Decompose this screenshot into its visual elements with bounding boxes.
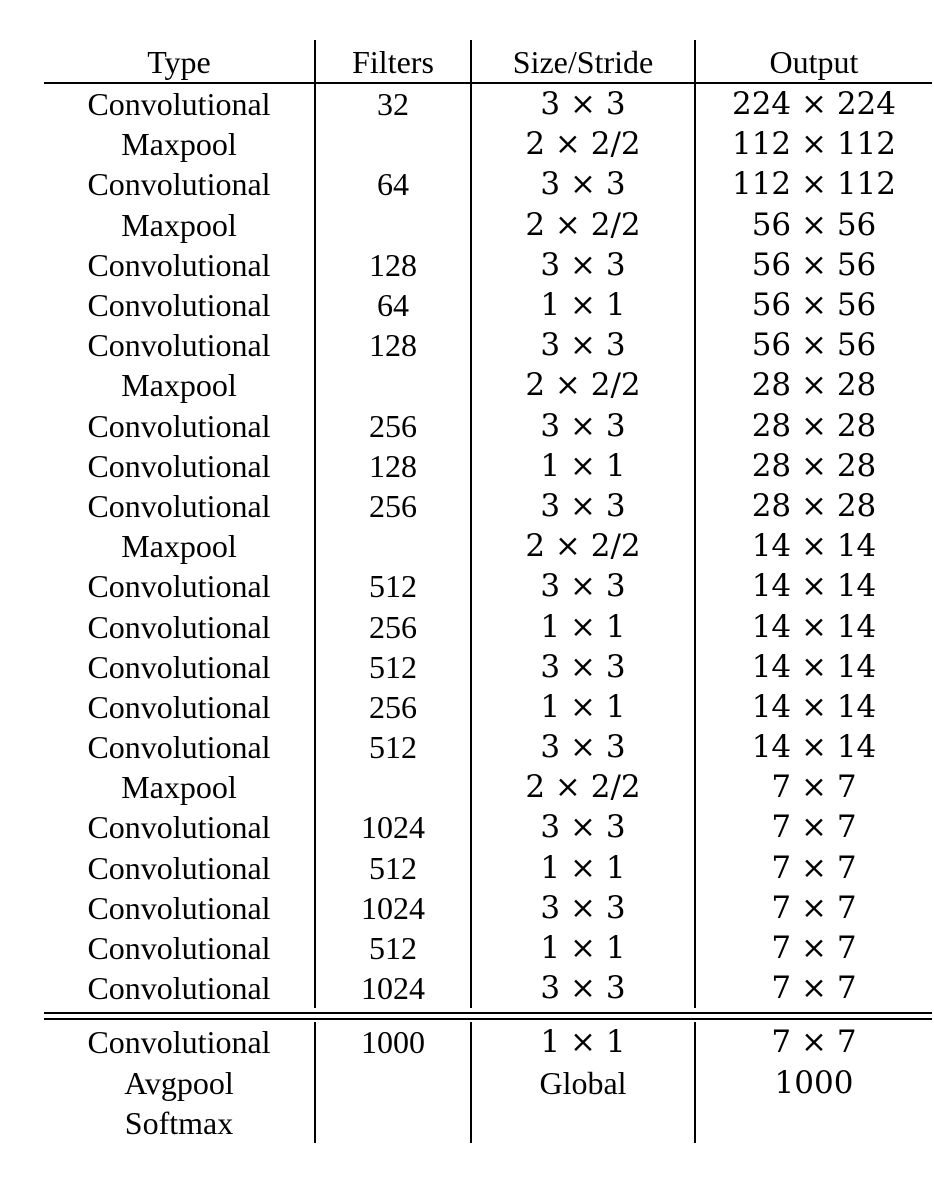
header-output: Output xyxy=(694,40,932,82)
cell-type: Convolutional xyxy=(87,930,271,967)
cell-type: Maxpool xyxy=(121,126,237,163)
cell-filters: 512 xyxy=(314,647,470,687)
cell-size-stride: 3 × 3 xyxy=(470,164,694,204)
cell-type: Convolutional xyxy=(87,809,271,846)
table-row xyxy=(44,285,932,325)
header-filters: Filters xyxy=(314,40,470,82)
table-row xyxy=(44,687,932,727)
cell-size-stride: 2 × 2/2 xyxy=(470,526,694,566)
table-body xyxy=(44,84,932,1008)
cell-filters: 1024 xyxy=(314,807,470,847)
cell-type: Maxpool xyxy=(121,206,237,243)
table-row xyxy=(44,888,932,928)
cell-output: 28 × 28 xyxy=(694,446,932,486)
cell-type: Maxpool xyxy=(121,528,237,565)
table-row xyxy=(44,647,932,687)
cell-filters xyxy=(314,1103,470,1143)
table-row xyxy=(44,727,932,767)
cell-size-stride: 3 × 3 xyxy=(470,486,694,526)
cell-size-stride: 3 × 3 xyxy=(470,84,694,124)
cell-size-stride xyxy=(470,1103,694,1143)
cell-output: 56 × 56 xyxy=(694,325,932,365)
cell-type: Convolutional xyxy=(87,608,271,645)
cell-filters xyxy=(314,1063,470,1103)
cell-size-stride: 1 × 1 xyxy=(470,687,694,727)
table-row xyxy=(44,968,932,1008)
cell-output: 28 × 28 xyxy=(694,365,932,405)
cell-output xyxy=(694,1103,932,1143)
table-footer xyxy=(44,1022,932,1143)
cell-size-stride: 2 × 2/2 xyxy=(470,205,694,245)
cell-filters: 128 xyxy=(314,325,470,365)
cell-filters: 64 xyxy=(314,285,470,325)
cell-output: 7 × 7 xyxy=(694,888,932,928)
cell-type: Convolutional xyxy=(87,166,271,203)
cell-type: Convolutional xyxy=(87,648,271,685)
cell-type: Convolutional xyxy=(87,447,271,484)
cell-type: Convolutional xyxy=(87,1024,271,1061)
cell-size-stride: 3 × 3 xyxy=(470,968,694,1008)
cell-type: Convolutional xyxy=(87,729,271,766)
cell-size-stride: 1 × 1 xyxy=(470,446,694,486)
header-type: Type xyxy=(147,44,211,80)
cell-output: 7 × 7 xyxy=(694,928,932,968)
cell-filters: 1000 xyxy=(314,1022,470,1062)
cell-filters: 1024 xyxy=(314,968,470,1008)
cell-output: 14 × 14 xyxy=(694,566,932,606)
cell-output: 14 × 14 xyxy=(694,526,932,566)
table-row xyxy=(44,566,932,606)
cell-output: 14 × 14 xyxy=(694,727,932,767)
cell-type: Convolutional xyxy=(87,327,271,364)
cell-type: Maxpool xyxy=(121,769,237,806)
cell-output: 28 × 28 xyxy=(694,406,932,446)
cell-type: Convolutional xyxy=(87,487,271,524)
cell-output: 7 × 7 xyxy=(694,848,932,888)
cell-type: Convolutional xyxy=(87,970,271,1007)
cell-filters: 256 xyxy=(314,687,470,727)
cell-size-stride: 3 × 3 xyxy=(470,325,694,365)
cell-filters xyxy=(314,526,470,566)
cell-size-stride: Global xyxy=(470,1063,694,1103)
cell-output: 1000 xyxy=(694,1063,932,1103)
header-size-stride: Size/Stride xyxy=(470,40,694,82)
cell-filters: 64 xyxy=(314,164,470,204)
cell-filters: 512 xyxy=(314,928,470,968)
cell-size-stride: 1 × 1 xyxy=(470,928,694,968)
cell-filters: 1024 xyxy=(314,888,470,928)
cell-output: 14 × 14 xyxy=(694,687,932,727)
cell-filters xyxy=(314,205,470,245)
cell-size-stride: 1 × 1 xyxy=(470,285,694,325)
cell-output: 112 × 112 xyxy=(694,164,932,204)
cell-size-stride: 3 × 3 xyxy=(470,406,694,446)
table-row xyxy=(44,84,932,124)
cell-filters: 512 xyxy=(314,727,470,767)
cell-size-stride: 3 × 3 xyxy=(470,807,694,847)
cell-output: 14 × 14 xyxy=(694,606,932,646)
cell-output: 7 × 7 xyxy=(694,1022,932,1062)
cell-size-stride: 1 × 1 xyxy=(470,848,694,888)
cell-filters: 512 xyxy=(314,566,470,606)
double-rule xyxy=(44,1008,932,1022)
cell-filters xyxy=(314,767,470,807)
cell-output: 56 × 56 xyxy=(694,245,932,285)
cell-type: Convolutional xyxy=(87,889,271,926)
cell-output: 7 × 7 xyxy=(694,968,932,1008)
cell-size-stride: 1 × 1 xyxy=(470,606,694,646)
table-row xyxy=(44,1022,932,1062)
table-row xyxy=(44,526,932,566)
cell-size-stride: 3 × 3 xyxy=(470,566,694,606)
cell-output: 28 × 28 xyxy=(694,486,932,526)
table-row xyxy=(44,928,932,968)
cell-type: Convolutional xyxy=(87,86,271,123)
cell-size-stride: 1 × 1 xyxy=(470,1022,694,1062)
cell-filters: 256 xyxy=(314,486,470,526)
cell-filters: 128 xyxy=(314,446,470,486)
cell-type: Convolutional xyxy=(87,246,271,283)
cell-output: 112 × 112 xyxy=(694,124,932,164)
cell-size-stride: 2 × 2/2 xyxy=(470,124,694,164)
cell-type: Convolutional xyxy=(87,568,271,605)
cell-size-stride: 3 × 3 xyxy=(470,647,694,687)
cell-type: Convolutional xyxy=(87,287,271,324)
cell-type: Avgpool xyxy=(124,1064,234,1101)
table-row xyxy=(44,205,932,245)
cell-filters xyxy=(314,365,470,405)
table-row xyxy=(44,767,932,807)
cell-size-stride: 3 × 3 xyxy=(470,888,694,928)
table-row xyxy=(44,848,932,888)
architecture-table xyxy=(44,40,932,1143)
cell-output: 56 × 56 xyxy=(694,285,932,325)
table-header-row xyxy=(44,40,932,82)
cell-filters: 128 xyxy=(314,245,470,285)
cell-type: Convolutional xyxy=(87,849,271,886)
cell-output: 224 × 224 xyxy=(694,84,932,124)
table-row xyxy=(44,365,932,405)
table-row xyxy=(44,1063,932,1103)
table-row xyxy=(44,164,932,204)
cell-filters xyxy=(314,124,470,164)
cell-size-stride: 2 × 2/2 xyxy=(470,365,694,405)
cell-size-stride: 3 × 3 xyxy=(470,245,694,285)
cell-size-stride: 3 × 3 xyxy=(470,727,694,767)
cell-type: Softmax xyxy=(124,1104,234,1141)
cell-filters: 32 xyxy=(314,84,470,124)
table-row xyxy=(44,446,932,486)
table-row xyxy=(44,124,932,164)
cell-output: 7 × 7 xyxy=(694,767,932,807)
cell-output: 7 × 7 xyxy=(694,807,932,847)
table-row xyxy=(44,807,932,847)
cell-output: 56 × 56 xyxy=(694,205,932,245)
table-row xyxy=(44,606,932,646)
table-row xyxy=(44,325,932,365)
cell-type: Convolutional xyxy=(87,407,271,444)
table-row xyxy=(44,1103,932,1143)
cell-size-stride: 2 × 2/2 xyxy=(470,767,694,807)
cell-type: Convolutional xyxy=(87,688,271,725)
table-row xyxy=(44,486,932,526)
cell-filters: 256 xyxy=(314,606,470,646)
cell-output: 14 × 14 xyxy=(694,647,932,687)
table-row xyxy=(44,245,932,285)
cell-type: Maxpool xyxy=(121,367,237,404)
table-row xyxy=(44,406,932,446)
cell-filters: 512 xyxy=(314,848,470,888)
cell-filters: 256 xyxy=(314,406,470,446)
